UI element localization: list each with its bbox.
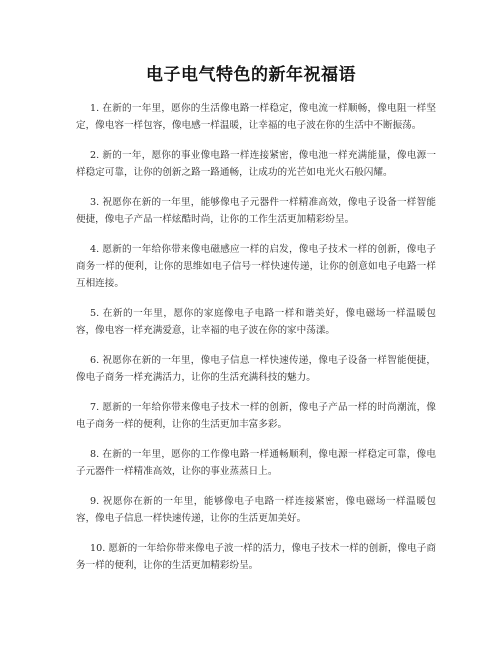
blessing-paragraph: 5. 在新的一年里，愿你的家庭像电子电路一样和谐美好，像电磁场一样温暖包容，像电容一样充满爱意，让幸福的电子波在你的家中荡漾。 — [76, 308, 436, 336]
blessing-list — [76, 100, 436, 587]
blessing-paragraph: 10. 愿新的一年给你带来像电子波一样的活力，像电子技术一样的创新，像电子商务一样的便利，让你的生活更加精彩纷呈。 — [76, 543, 436, 571]
blessing-paragraph: 6. 祝愿你在新的一年里，像电子信息一样快速传递，像电子设备一样智能便捷，像电子商务一样充满活力，让你的生活充满科技的魅力。 — [76, 355, 436, 383]
blessing-paragraph: 3. 祝愿你在新的一年里，能够像电子元器件一样精准高效，像电子设备一样智能便捷，像电子产品一样炫酷时尚，让你的工作生活更加精彩纷呈。 — [76, 197, 436, 225]
blessing-paragraph: 7. 愿新的一年给你带来像电子技术一样的创新，像电子产品一样的时尚潮流，像电子商务一样的便利，让你的生活更加丰富多彩。 — [76, 402, 436, 430]
blessing-paragraph: 1. 在新的一年里，愿你的生活像电路一样稳定，像电流一样顺畅，像电阻一样坚定，像电容一样包容，像电感一样温暖，让幸福的电子波在你的生活中不断振荡。 — [76, 103, 436, 131]
document-title: 电子电气特色的新年祝福语 — [146, 65, 356, 85]
blessing-paragraph: 4. 愿新的一年给你带来像电磁感应一样的启发，像电子技术一样的创新，像电子商务一样的便利，让你的思维如电子信号一样快速传递，让你的创意如电子电路一样互相连接。 — [76, 244, 436, 289]
blessing-paragraph: 8. 在新的一年里，愿你的工作像电路一样通畅顺利，像电源一样稳定可靠，像电子元器件一样精准高效，让你的事业蒸蒸日上。 — [76, 449, 436, 477]
blessing-paragraph: 9. 祝愿你在新的一年里，能够像电子电路一样连接紧密，像电磁场一样温暖包容，像电子信息一样快速传递，让你的生活更加美好。 — [76, 496, 436, 524]
blessing-paragraph: 2. 新的一年，愿你的事业像电路一样连接紧密，像电池一样充满能量，像电源一样稳定可靠，让你的创新之路一路通畅，让成功的光芒如电光火石般闪耀。 — [76, 150, 436, 178]
